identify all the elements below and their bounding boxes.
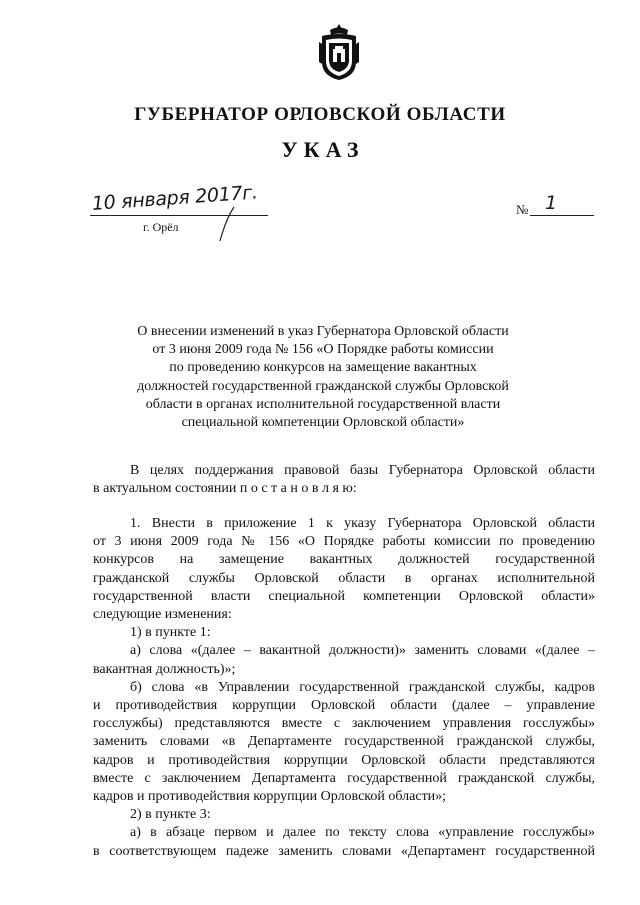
subclause-line: кадров и противодействия коррупции Орловской области представляются	[93, 752, 595, 768]
clause-1	[93, 515, 595, 861]
title-line: специальной компетенции Орловской области»	[181, 415, 465, 431]
subclause-line: а) слова «(далее – вакантной должности)» заменить словами «(далее –	[130, 643, 595, 659]
subclause-line: и противодействия коррупции Орловской области (далее – управление	[93, 698, 595, 714]
date-underline-stroke	[186, 205, 236, 245]
subclause-line: заменить словами «в Департаменте государственной гражданской службы,	[93, 734, 595, 750]
clause-line: 1. Внести в приложение 1 к указу Губернатора Орловской области	[130, 516, 595, 531]
issuer-heading: ГУБЕРНАТОР ОРЛОВСКОЙ ОБЛАСТИ	[134, 104, 506, 125]
clause-line: от 3 июня 2009 года № 156 «О Порядке работы комиссии по проведению	[93, 534, 595, 550]
subclause-line: госслужбы) представляются вместе с заключением управления госслужбы»	[93, 716, 595, 732]
decree-title	[100, 323, 546, 432]
subclause-line: кадров и противодействия коррупции Орловской области»;	[93, 789, 447, 805]
document-type-heading: УКАЗ	[281, 137, 365, 162]
clause-line: гражданской службы Орловской области в органах исполнительной	[93, 570, 595, 586]
number-sign: №	[516, 202, 529, 217]
subclause-heading: 1) в пункте 1:	[130, 625, 211, 641]
title-line: от 3 июня 2009 года № 156 «О Порядке работы комиссии	[152, 342, 494, 358]
subclause-line: а) в абзаце первом и далее по тексту слова «управление госслужбы»	[130, 825, 595, 841]
coat-of-arms-icon	[316, 22, 362, 82]
date-underline	[90, 215, 268, 216]
clause-line: государственной власти специальной компетенции Орловской области»	[93, 588, 595, 604]
number-underline	[530, 215, 594, 216]
preamble-line: в актуальном состоянии п о с т а н о в л я ю:	[93, 481, 357, 497]
clause-line: следующие изменения:	[93, 607, 232, 623]
city-label: г. Орёл	[143, 220, 179, 234]
subclause-line: вакантная должность)»;	[93, 661, 236, 677]
subclause-line: б) слова «в Управлении государственной гражданской службы, кадров	[130, 679, 595, 695]
clause-line: конкурсов на замещение вакантных должностей государственной	[93, 552, 595, 568]
title-line: должностей государственной гражданской службы Орловской	[137, 378, 509, 394]
subclause-heading: 2) в пункте 3:	[130, 807, 211, 823]
title-line: О внесении изменений в указ Губернатора Орловской области	[137, 324, 509, 339]
title-line: по проведению конкурсов на замещение вакантных	[169, 360, 477, 376]
title-line: области в органах исполнительной государственной власти	[145, 396, 501, 412]
preamble	[93, 462, 595, 498]
preamble-line: В целях поддержания правовой базы Губернатора Орловской области	[130, 463, 595, 478]
handwritten-date: 10 января 2017г.	[91, 181, 259, 215]
subclause-line: вместе с заключением Департамента государственной гражданской службы,	[93, 770, 595, 786]
handwritten-number: 1	[545, 192, 557, 214]
subclause-line: в соответствующем падеже заменить словами «Департамент государственной	[93, 843, 595, 859]
